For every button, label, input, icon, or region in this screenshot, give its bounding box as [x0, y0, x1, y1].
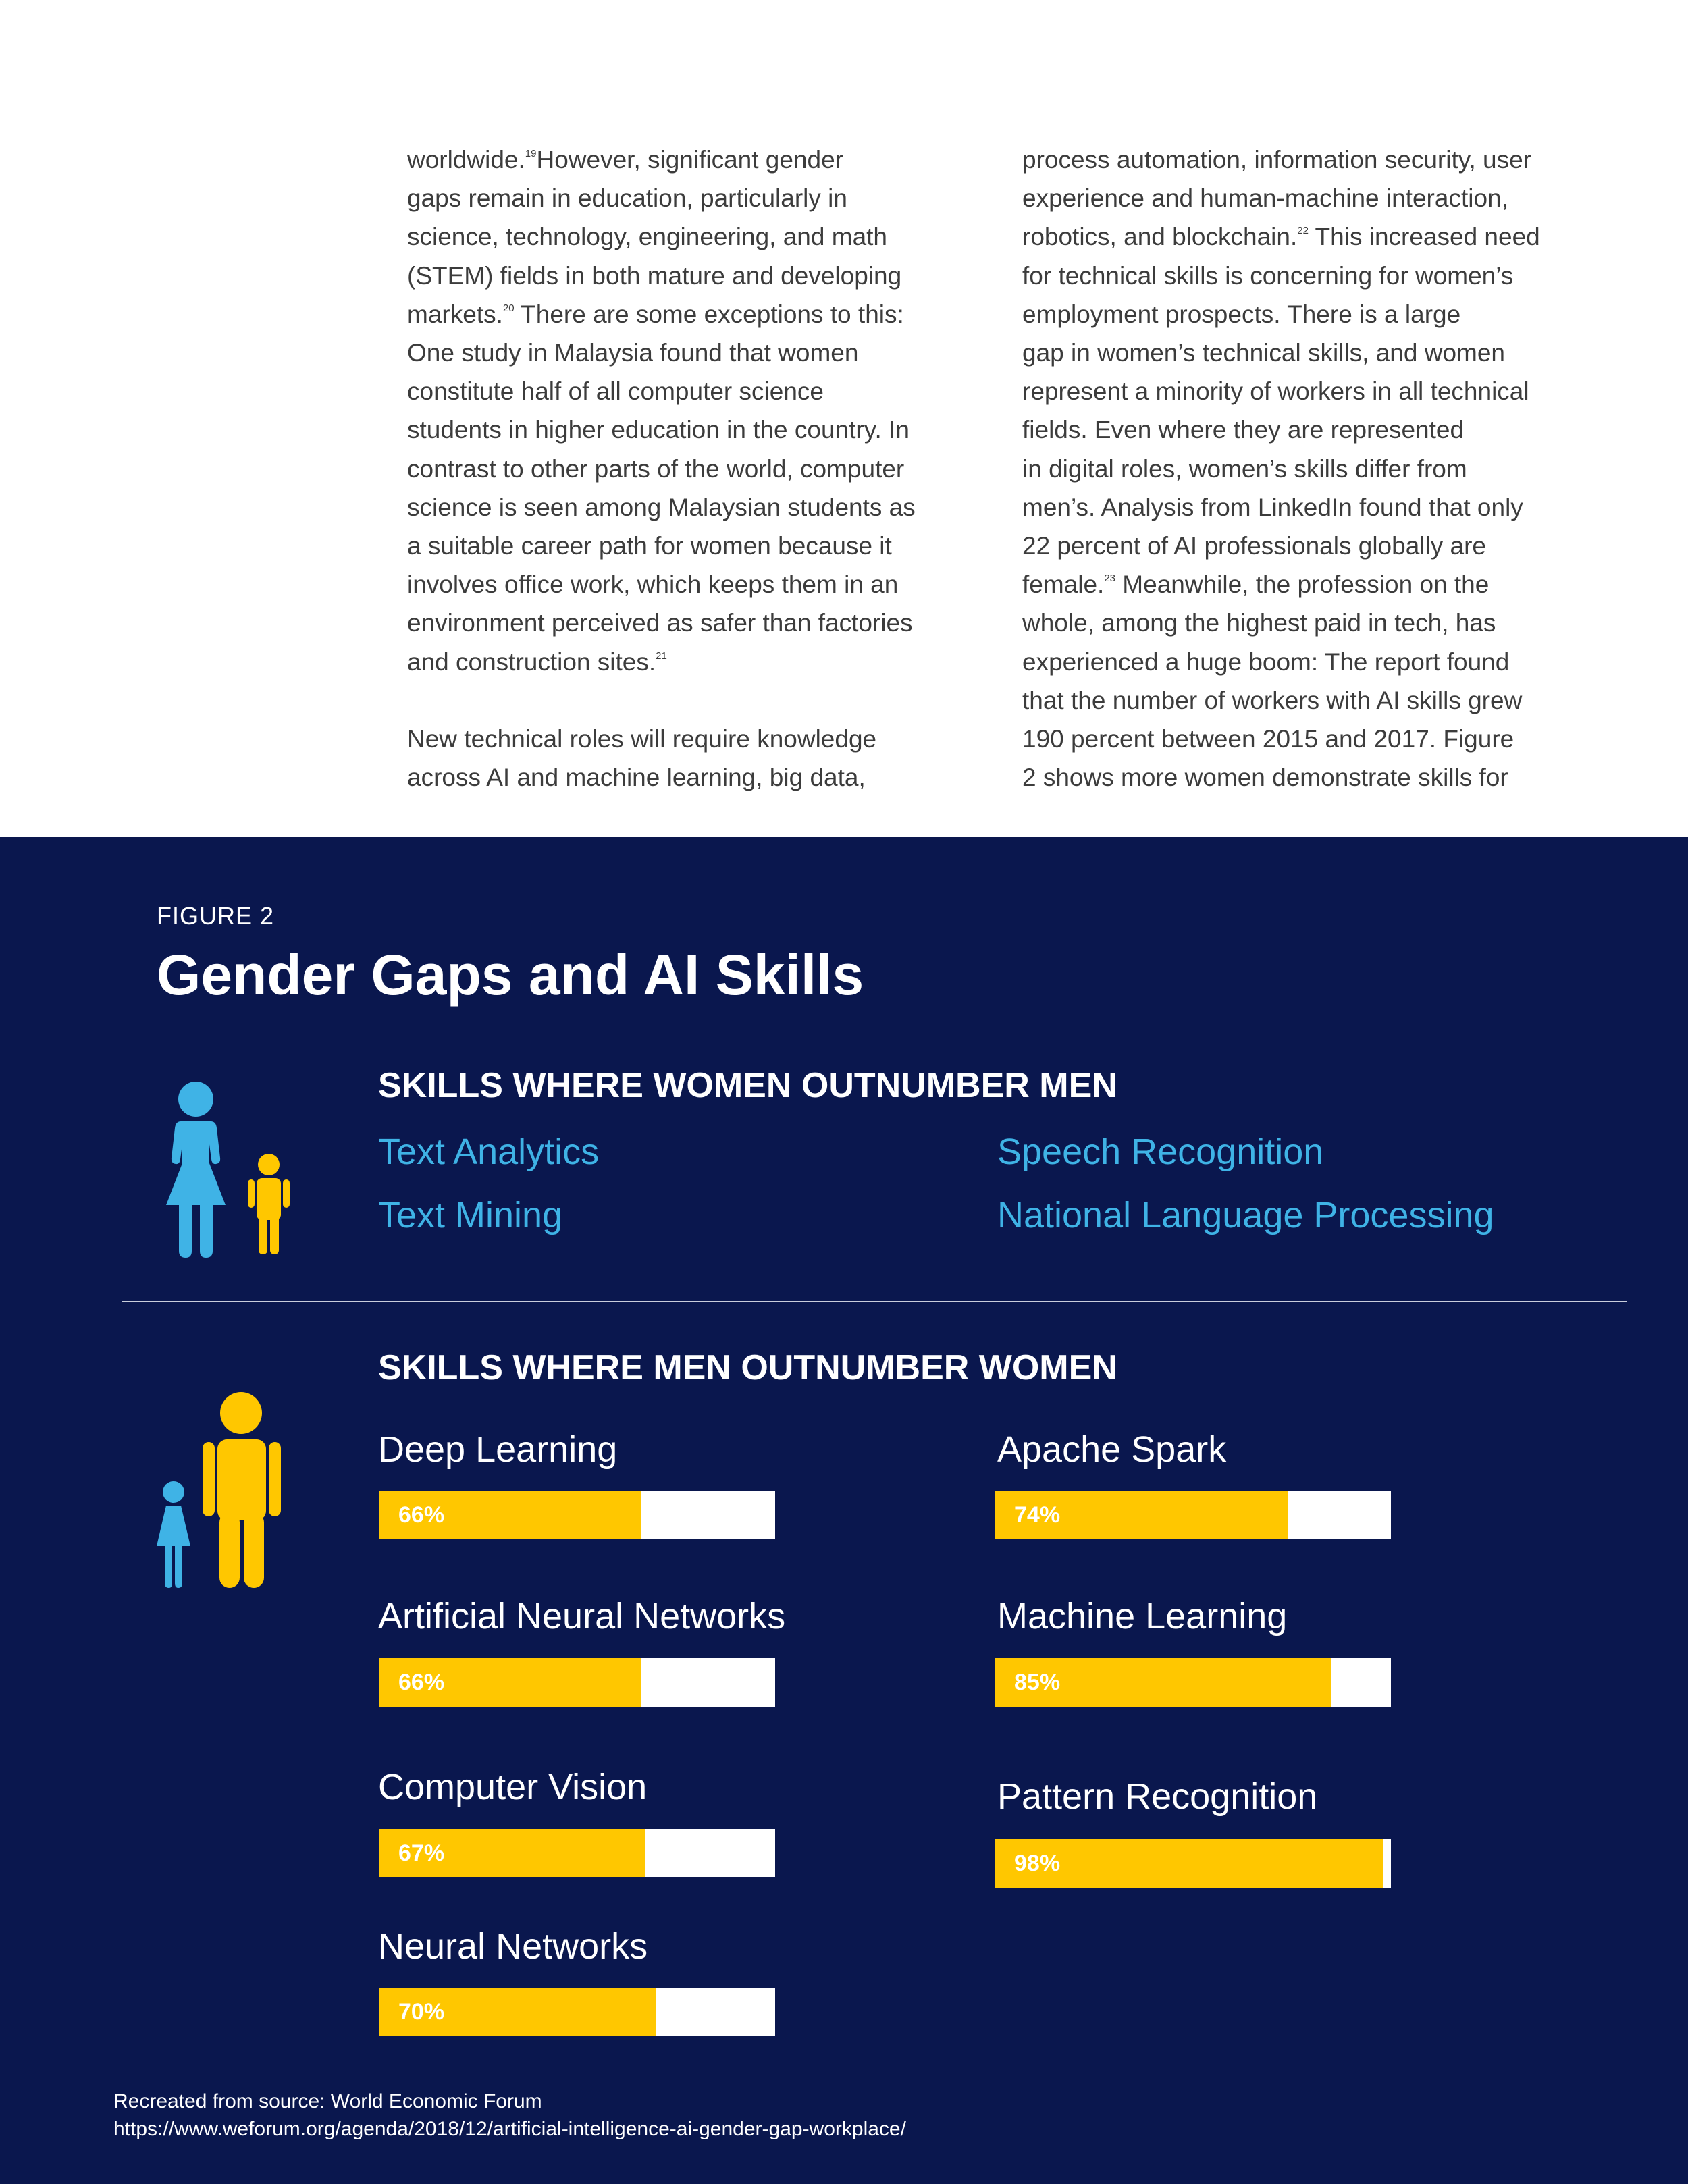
body-column-right [1022, 140, 1589, 797]
man-with-child-icon [150, 1391, 285, 1593]
women-skill-text-analytics: Text Analytics [378, 1131, 600, 1172]
footnote-ref[interactable]: 19 [525, 148, 537, 159]
skill-label-apache-spark: Apache Spark [997, 1429, 1227, 1470]
bar-track-neural-networks [379, 1988, 775, 2036]
women-skill-text-mining: Text Mining [378, 1195, 563, 1235]
bar-value-neural-networks: 70% [398, 1999, 445, 2025]
bar-track-deep-learning [379, 1491, 775, 1539]
section-divider [122, 1301, 1627, 1302]
body-paragraph: New technical roles will require knowledge across AI and machine learning, big data, [407, 724, 877, 792]
skill-label-deep-learning: Deep Learning [378, 1429, 618, 1470]
bar-value-pattern-recognition: 98% [1014, 1850, 1061, 1876]
bar-value-machine-learning: 85% [1014, 1670, 1061, 1695]
skill-label-pattern-recognition: Pattern Recognition [997, 1776, 1318, 1817]
body-column-left [407, 140, 974, 797]
footnote-ref[interactable]: 20 [502, 302, 515, 314]
bar-track-computer-vision [379, 1829, 775, 1877]
bar-track-pattern-recognition [995, 1839, 1391, 1888]
figure-title: Gender Gaps and AI Skills [157, 943, 864, 1007]
source-credit: Recreated from source: World Economic Forum [113, 2090, 542, 2112]
women-skill-speech-recognition: Speech Recognition [997, 1131, 1324, 1172]
bar-value-artificial-neural-networks: 66% [398, 1670, 445, 1695]
child-figure [248, 1154, 290, 1254]
women-skills-heading: SKILLS WHERE WOMEN OUTNUMBER MEN [378, 1066, 1117, 1105]
skill-label-computer-vision: Computer Vision [378, 1767, 648, 1807]
woman-with-child-icon [155, 1077, 297, 1259]
bar-track-artificial-neural-networks [379, 1658, 775, 1707]
skill-label-artificial-neural-networks: Artificial Neural Networks [378, 1596, 786, 1636]
body-paragraph: worldwide.$^{19}$However, significant gender gaps remain in education, particularly in science, technology, engineering, and math (STEM) fields in both mature and developing markets.$^{20}$ There are some exceptions to this: One study in Malaysia found that women constitute half of all computer science students in higher education in the country. In contrast to other parts of the world, computer science is seen among Malaysian students as a suitable career path for women because it involves office work, which keeps them in an environment perceived as safer than factories and construction sites.$^{21}$ [407, 146, 916, 676]
footnote-ref[interactable]: 23 [1104, 572, 1116, 585]
skill-label-neural-networks: Neural Networks [378, 1926, 648, 1967]
body-paragraph: process automation, information security, user experience and human-machine interaction, robotics, and blockchain.$^{22}$ This increased need for technical skills is concerning for women’s employment prospects. There is a large gap in women’s technical skills, and women represent a minority of workers in all technical fields. Even where they are represented in digital roles, women’s skills differ from men’s. Analysis from LinkedIn found that only 22 percent of AI professionals globally are female.$^{23}$ Meanwhile, the profession on the whole, among the highest paid in tech, has experienced a huge boom: The report found that the number of workers with AI skills grew 190 percent between 2015 and 2017. Figure 2 shows more women demonstrate skills for [1022, 146, 1540, 792]
bar-track-apache-spark [995, 1491, 1391, 1539]
footnote-ref[interactable]: 22 [1297, 225, 1309, 237]
bar-value-apache-spark: 74% [1014, 1502, 1061, 1528]
bar-value-computer-vision: 67% [398, 1840, 445, 1866]
women-skill-national-language-processing: National Language Processing [997, 1195, 1494, 1235]
girl-figure [157, 1481, 190, 1588]
bar-track-machine-learning [995, 1658, 1391, 1707]
bar-value-deep-learning: 66% [398, 1502, 445, 1528]
footnote-ref[interactable]: 21 [656, 649, 667, 662]
woman-figure [166, 1082, 226, 1258]
source-link[interactable]: https://www.weforum.org/agenda/2018/12/artificial-intelligence-ai-gender-gap-workplace/ [113, 2118, 906, 2140]
men-skills-heading: SKILLS WHERE MEN OUTNUMBER WOMEN [378, 1348, 1117, 1387]
skill-label-machine-learning: Machine Learning [997, 1596, 1288, 1636]
man-figure [203, 1392, 281, 1588]
figure-label: FIGURE 2 [157, 902, 275, 930]
